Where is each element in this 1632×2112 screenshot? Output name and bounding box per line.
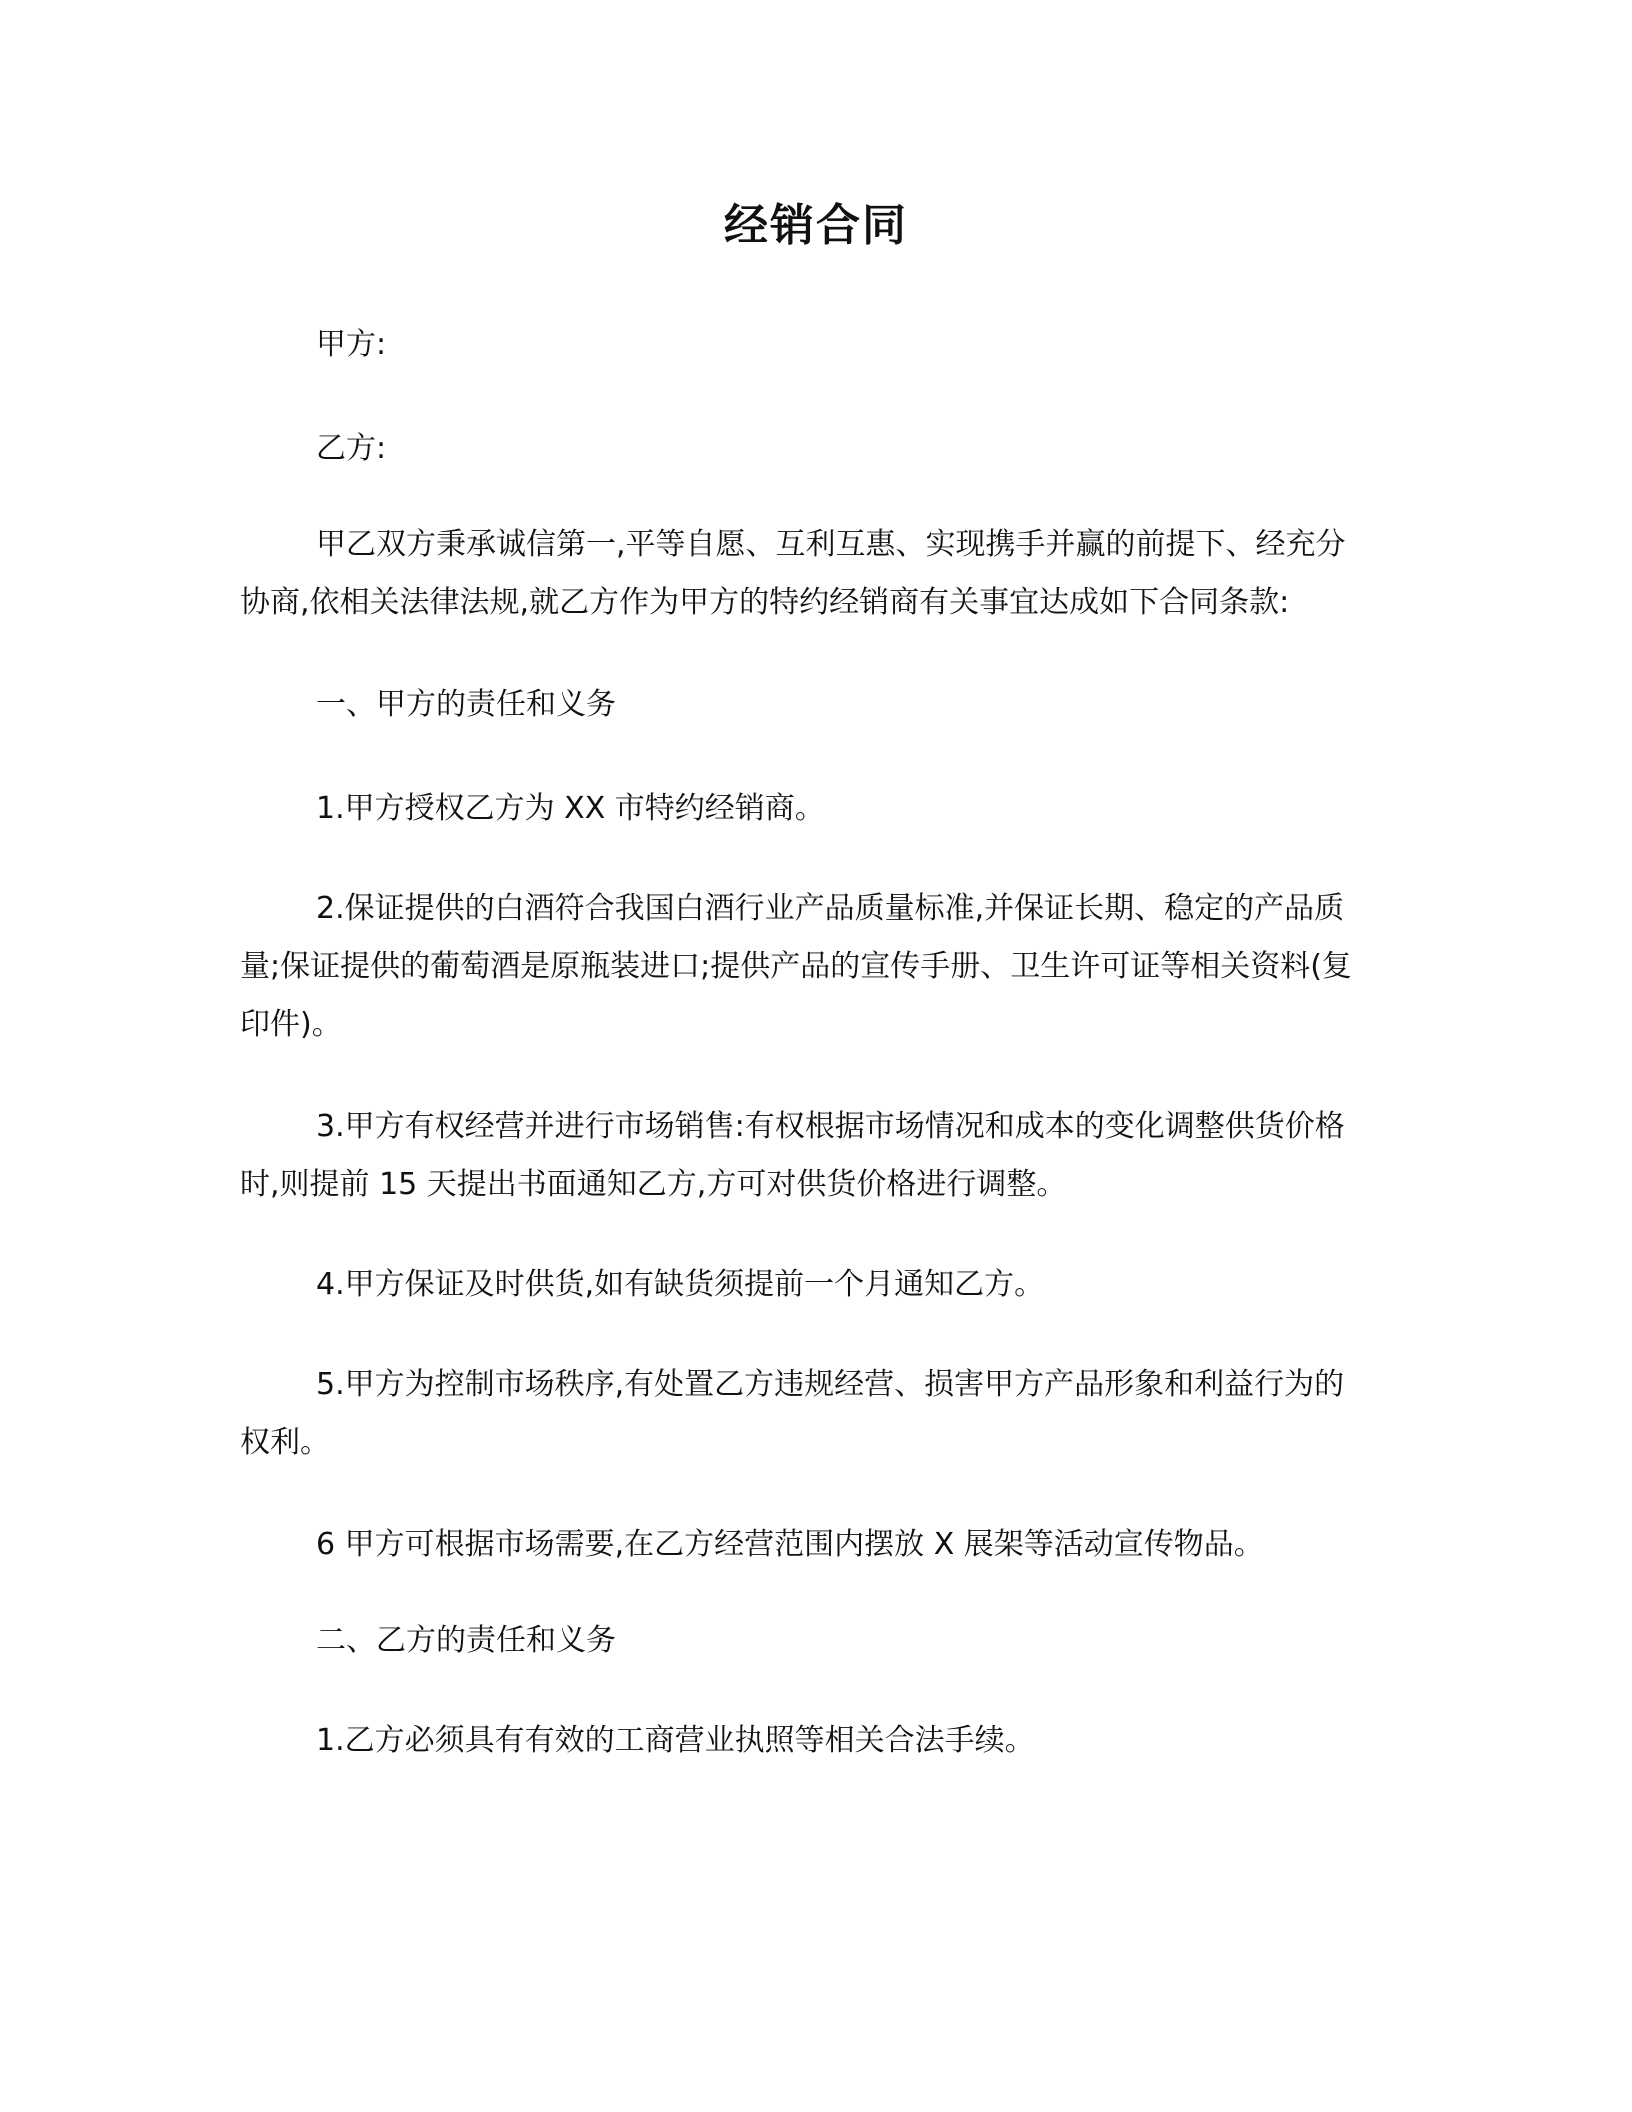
section-1-item-4: 4.甲方保证及时供货,如有缺货须提前一个月通知乙方。 (316, 1267, 1045, 1302)
section-1-item-5: 5.甲方为控制市场秩序,有处置乙方违规经营、损害甲方产品形象和利益行为的权利。 (240, 1367, 1345, 1460)
section-1-item-2: 2.保证提供的白酒符合我国白酒行业产品质量标准,并保证长期、稳定的产品质量;保证提供的葡萄酒是原瓶装进口;提供产品的宣传手册、卫生许可证等相关资料(复印件)。 (240, 891, 1352, 1042)
section-2-heading: 二、乙方的责任和义务 (316, 1623, 616, 1658)
section-1-item-3: 3.甲方有权经营并进行市场销售:有权根据市场情况和成本的变化调整供货价格时,则提前 15 天提出书面通知乙方,方可对供货价格进行调整。 (240, 1109, 1345, 1202)
intro-paragraph: 甲乙双方秉承诚信第一,平等自愿、互利互惠、实现携手并赢的前提下、经充分协商,依相关法律法规,就乙方作为甲方的特约经销商有关事宜达成如下合同条款: (240, 527, 1346, 620)
section-2-item-1: 1.乙方必须具有有效的工商营业执照等相关合法手续。 (316, 1723, 1035, 1758)
section-1-item-1: 1.甲方授权乙方为 XX 市特约经销商。 (316, 791, 825, 826)
section-1-item-6: 6 甲方可根据市场需要,在乙方经营范围内摆放 X 展架等活动宣传物品。 (316, 1527, 1264, 1562)
document-title: 经销合同 (724, 200, 908, 251)
party-a-label: 甲方: (316, 327, 387, 362)
section-1-heading: 一、甲方的责任和义务 (316, 687, 616, 722)
party-b-label: 乙方: (316, 431, 387, 466)
